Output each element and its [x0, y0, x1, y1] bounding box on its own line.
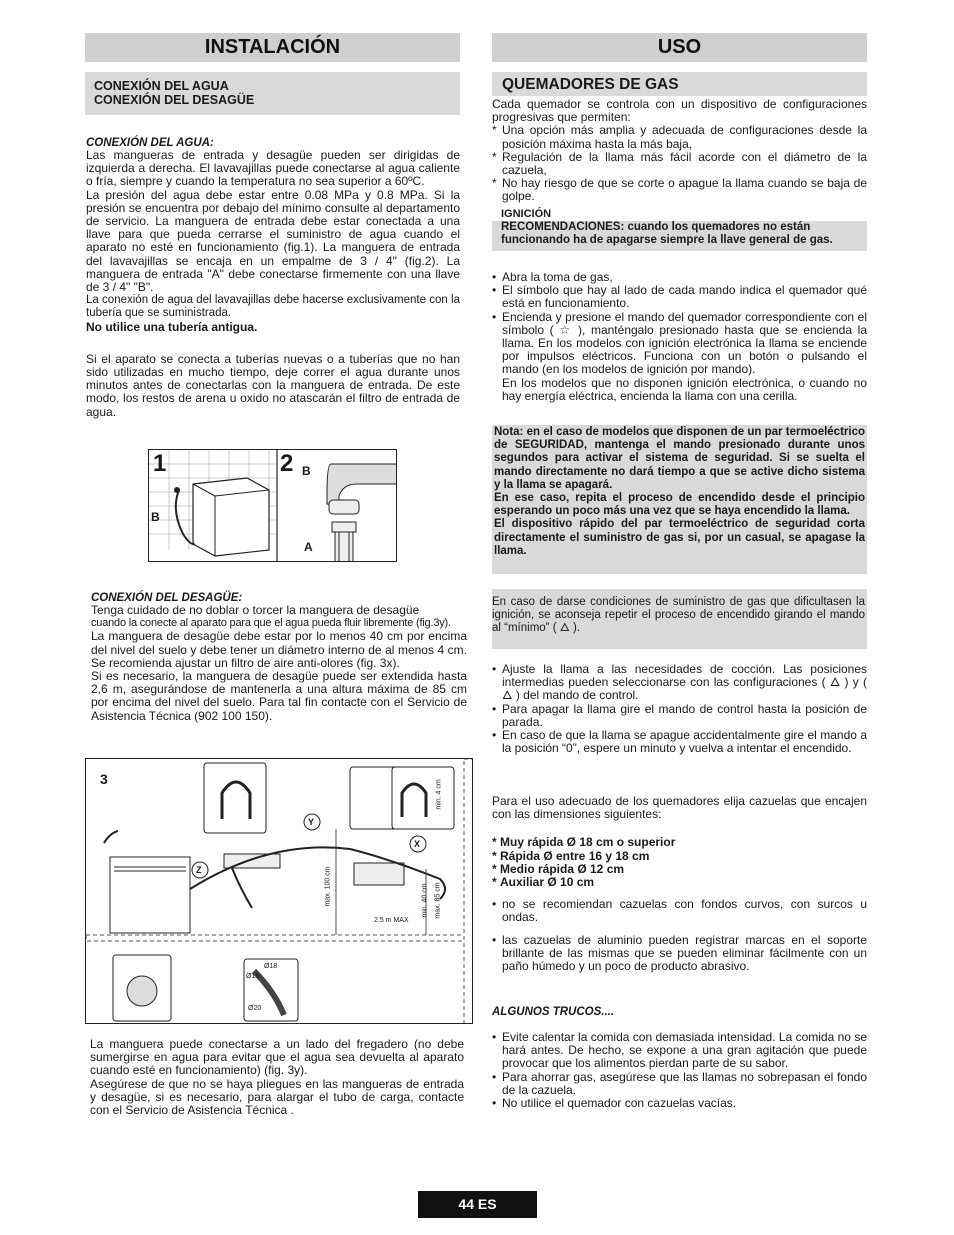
- flame-adjust-list: [492, 663, 867, 755]
- pans-note-aluminium: • las cazuelas de aluminio pueden registrar marcas en el soporte brillante de las mismas que se pueden eliminar fácilmente con un paño húmedo y un poco de producto abrasivo.: [492, 934, 867, 974]
- ignition-recommendation: RECOMENDACIONES: cuando los quemadores no están funcionando ha de apagarse siempre la llave general de gas.: [492, 221, 867, 251]
- figure-2-label: 2: [280, 450, 294, 477]
- figure-2-label-b: B: [302, 464, 311, 478]
- safety-note-2: En ese caso, repita el proceso de encendido desde el principio esperando un poco más una vez que se haya encendido la llama.: [494, 492, 865, 518]
- figure-3-max85: max. 85 cm: [434, 882, 442, 919]
- ignition-steps-list: [492, 271, 867, 377]
- figure-3-label-z: Z: [196, 865, 202, 875]
- pan-size-item: * Muy rápida Ø 18 cm o superior: [492, 836, 867, 849]
- figure-3-label-y: Y: [308, 817, 315, 827]
- subhead-water: CONEXIÓN DEL AGUA: [94, 79, 229, 93]
- page-number: 44 ES: [418, 1191, 537, 1218]
- figure-3-min40: min. 40 cm: [421, 883, 429, 918]
- water-connection-section: [86, 137, 460, 419]
- usage-title: USO: [492, 33, 867, 62]
- subhead-drain: CONEXIÓN DEL DESAGÜE: [94, 93, 255, 107]
- pans-list: [492, 836, 867, 889]
- figure-1-2: [148, 449, 397, 562]
- trick-item: • Para ahorrar gas, asegúrese que las llamas no sobrepasan el fondo de la cazuela.: [492, 1071, 867, 1097]
- installation-title: INSTALACIÓN: [85, 33, 460, 62]
- water-paragraph-2: La presión del agua debe estar entre 0.08 MPa y 0.8 MPa. Si la presión se encuentra por debajo del mínimo consulte al departamento de servicio. La manguera de entrada debe estar conectada a una llave para que pueda cerrarse el suministro de agua cuando el aparato no esté en funcionamiento (fig.1). La manguera de entrada del lavavajillas se encaja en un empalme de 3 / 4" (fig.2). La manguera de entrada "A" debe conectarse firmemente con una llave de 3 / 4" "B".: [86, 187, 460, 295]
- water-paragraph-3: La conexión de agua del lavavajillas debe hacerse exclusivamente con la tubería que se suministrada.: [86, 294, 460, 320]
- flame-adjust-item: • En caso de que la llama se apague accidentalmente gire el mando a la posición “0”, espere un minuto y vuelva a intentar el encendido.: [492, 729, 867, 755]
- water-paragraph-4: No utilice una tubería antigua.: [86, 319, 258, 334]
- gas-feature-item: * Regulación de la llama más fácil acorde con el diámetro de la cazuela,: [492, 151, 867, 177]
- water-paragraph-1: Las mangueras de entrada y desagüe pueden ser dirigidas de izquierda a derecha. El lavavajillas puede conectarse al agua caliente o fría, siempre y cuando la temperatura no sea superior a 60ºC.: [86, 148, 460, 189]
- pan-size-item: * Auxiliar Ø 10 cm: [492, 876, 867, 889]
- safety-note-3: El dispositivo rápido del par termoeléctrico de seguridad corta directamente el suministro de gas si, por un casual, se apagase la llama.: [494, 518, 865, 557]
- trick-item: • Evite calentar la comida con demasiada intensidad. La comida no se hará antes. De hecho, se expone a una gran agitación que puede provocar que los alimentos pierdan parte de su sabor.: [492, 1031, 867, 1071]
- figure-3-drawing: [86, 759, 473, 1024]
- gas-burners-subheading: QUEMADORES DE GAS: [502, 76, 679, 93]
- pan-size-item: * Medio rápida Ø 12 cm: [492, 863, 867, 876]
- left-column: [85, 33, 460, 115]
- drain-final-section: [90, 1038, 464, 1117]
- figure-3-d18: Ø18: [264, 963, 278, 970]
- flame-adjust-item: • Ajuste la llama a las necesidades de cocción. Las posiciones intermedias pueden seleccionarse con las configuraciones ( 🜂 ) y ( 🜂 ) del mando de control.: [492, 663, 867, 703]
- right-column: [492, 33, 867, 96]
- water-heading: CONEXIÓN DEL AGUA:: [86, 137, 214, 149]
- drain-paragraph-2: La manguera de desagüe debe estar por lo menos 40 cm por encima del nivel del suelo y debe tener un diámetro interno de al menos 4 cm. Se recomienda ajustar un filtro de aire anti-olores (fig. 3x).: [91, 629, 467, 670]
- gas-intro: Cada quemador se controla con un dispositivo de configuraciones progresivas que permiten:: [492, 97, 867, 125]
- water-drain-subheading-box: [85, 72, 460, 115]
- figure-3-min4: min. 4 cm: [435, 779, 443, 810]
- ignition-step: • Abra la toma de gas,: [492, 271, 867, 284]
- tricks-section: [492, 1006, 867, 1110]
- figure-1-label-b: B: [151, 510, 160, 524]
- tricks-heading: ALGUNOS TRUCOS....: [492, 1006, 615, 1018]
- ignition-label: IGNICIÓN: [501, 208, 552, 220]
- ignition-step: • El símbolo que hay al lado de cada mando indica el quemador qué está en funcionamiento.: [492, 284, 867, 310]
- figure-3: [85, 758, 473, 1024]
- ignition-steps-extra: En los modelos que no disponen ignición electrónica, o cuando no hay energía eléctrica, encienda la llama con una cerilla.: [502, 375, 867, 403]
- final-paragraph-2: Asegúrese de que no se haya pliegues en las mangueras de entrada y desagüe, si es necesario, para alargar el tubo de carga, contacte con el Servicio de Asistencia Técnica .: [90, 1076, 464, 1118]
- pans-note-curved: • no se recomiendan cazuelas con fondos curvos, con surcos u ondas.: [492, 898, 867, 924]
- gas-supply-note: En caso de darse condiciones de suministro de gas que dificultasen la ignición, se aconseja repetir el proceso de encendido girando el mando al “mínimo” ( 🜂 ).: [492, 596, 865, 635]
- drain-paragraph-3: Si es necesario, la manguera de desagüe puede ser extendida hasta 2,6 m, asegurándose de mantenerla a una altura máxima de 85 cm por encima del nivel del suelo. Para tal fin contacte con el Servicio de Asistencia Técnica (902 100 150).: [91, 669, 467, 723]
- drain-connection-section: [91, 592, 467, 723]
- gas-supply-note-box: [492, 589, 867, 649]
- gas-feature-item: * Una opción más amplia y adecuada de configuraciones desde la posición máxima hasta la más baja,: [492, 124, 867, 150]
- pans-notes-list: [492, 898, 867, 973]
- gas-feature-item: * No hay riesgo de que se corte o apague la llama cuando se baja de golpe.: [492, 177, 867, 203]
- safety-note-box: [492, 425, 867, 574]
- flame-adjust-item: • Para apagar la llama gire el mando de control hasta la posición de parada.: [492, 703, 867, 729]
- pan-size-item: * Rápida Ø entre 16 y 18 cm: [492, 850, 867, 863]
- final-paragraph-1: La manguera puede conectarse a un lado del fregadero (no debe sumergirse en agua para evitar que el agua sea devuelta al aparato cuando esté en funcionamiento) (fig. 3y).: [90, 1037, 464, 1078]
- figure-3-label: 3: [100, 771, 108, 787]
- water-paragraph-5: Si el aparato se conecta a tuberías nuevas o a tuberías que no han sido utilizadas en mucho tiempo, deje correr el agua durante unos minutos antes de conectarlas con la manguera de entrada. De este modo, los restos de arena u oxido no atascarán el filtro de entrada de agua.: [86, 351, 460, 419]
- pans-intro: Para el uso adecuado de los quemadores elija cazuelas que encajen con las dimensiones siguientes:: [492, 794, 867, 822]
- pans-section: [492, 795, 867, 973]
- ignition-step: • Encienda y presione el mando del quemador correspondiente con el símbolo ( ☆ ), manténgalo presionado hasta que se encienda la llama. En los modelos con ignición electrónica la llama se enciende por impulsos eléctricos. Funciona con un botón o pulsando el mando (en los modelos de ignición por mando).: [492, 311, 867, 377]
- figure-3-d20: Ø20: [248, 1005, 262, 1012]
- gas-features-list: [492, 124, 867, 203]
- figure-3-d15: Ø15: [246, 973, 260, 980]
- figure-2-label-a: A: [304, 540, 313, 554]
- drain-paragraph-1a: Tenga cuidado de no doblar o torcer la manguera de desagüe: [91, 603, 420, 617]
- safety-note-1: Nota: en el caso de modelos que disponen de un par termoeléctrico de SEGURIDAD, mantenga el mando presionado durante unos segundos para activar el sistema de seguridad. Si se suelta el mando directamente no dará tiempo a que se active dicho sistema y la llama se apagará.: [494, 426, 865, 491]
- trick-item: • No utilice el quemador con cazuelas vacías.: [492, 1097, 867, 1110]
- ignition-box: [492, 208, 867, 266]
- tricks-list: [492, 1031, 867, 1110]
- flame-adjust-section: [492, 663, 867, 755]
- ignition-steps-section: [492, 271, 867, 403]
- drain-paragraph-1b: cuando la conecte al aparato para que el agua pueda fluir libremente (fig.3y).: [91, 617, 451, 630]
- drain-heading: CONEXIÓN DEL DESAGÜE:: [91, 592, 243, 604]
- gas-intro-section: [492, 98, 867, 204]
- figure-1-2-drawing: [149, 450, 397, 562]
- figure-3-label-x: X: [414, 839, 421, 849]
- gas-burners-subheading-box: [492, 72, 867, 96]
- figure-3-max100: max. 100 cm: [324, 866, 332, 907]
- figure-3-25max: 2.5 m MAX: [374, 917, 409, 924]
- figure-1-label: 1: [153, 450, 167, 477]
